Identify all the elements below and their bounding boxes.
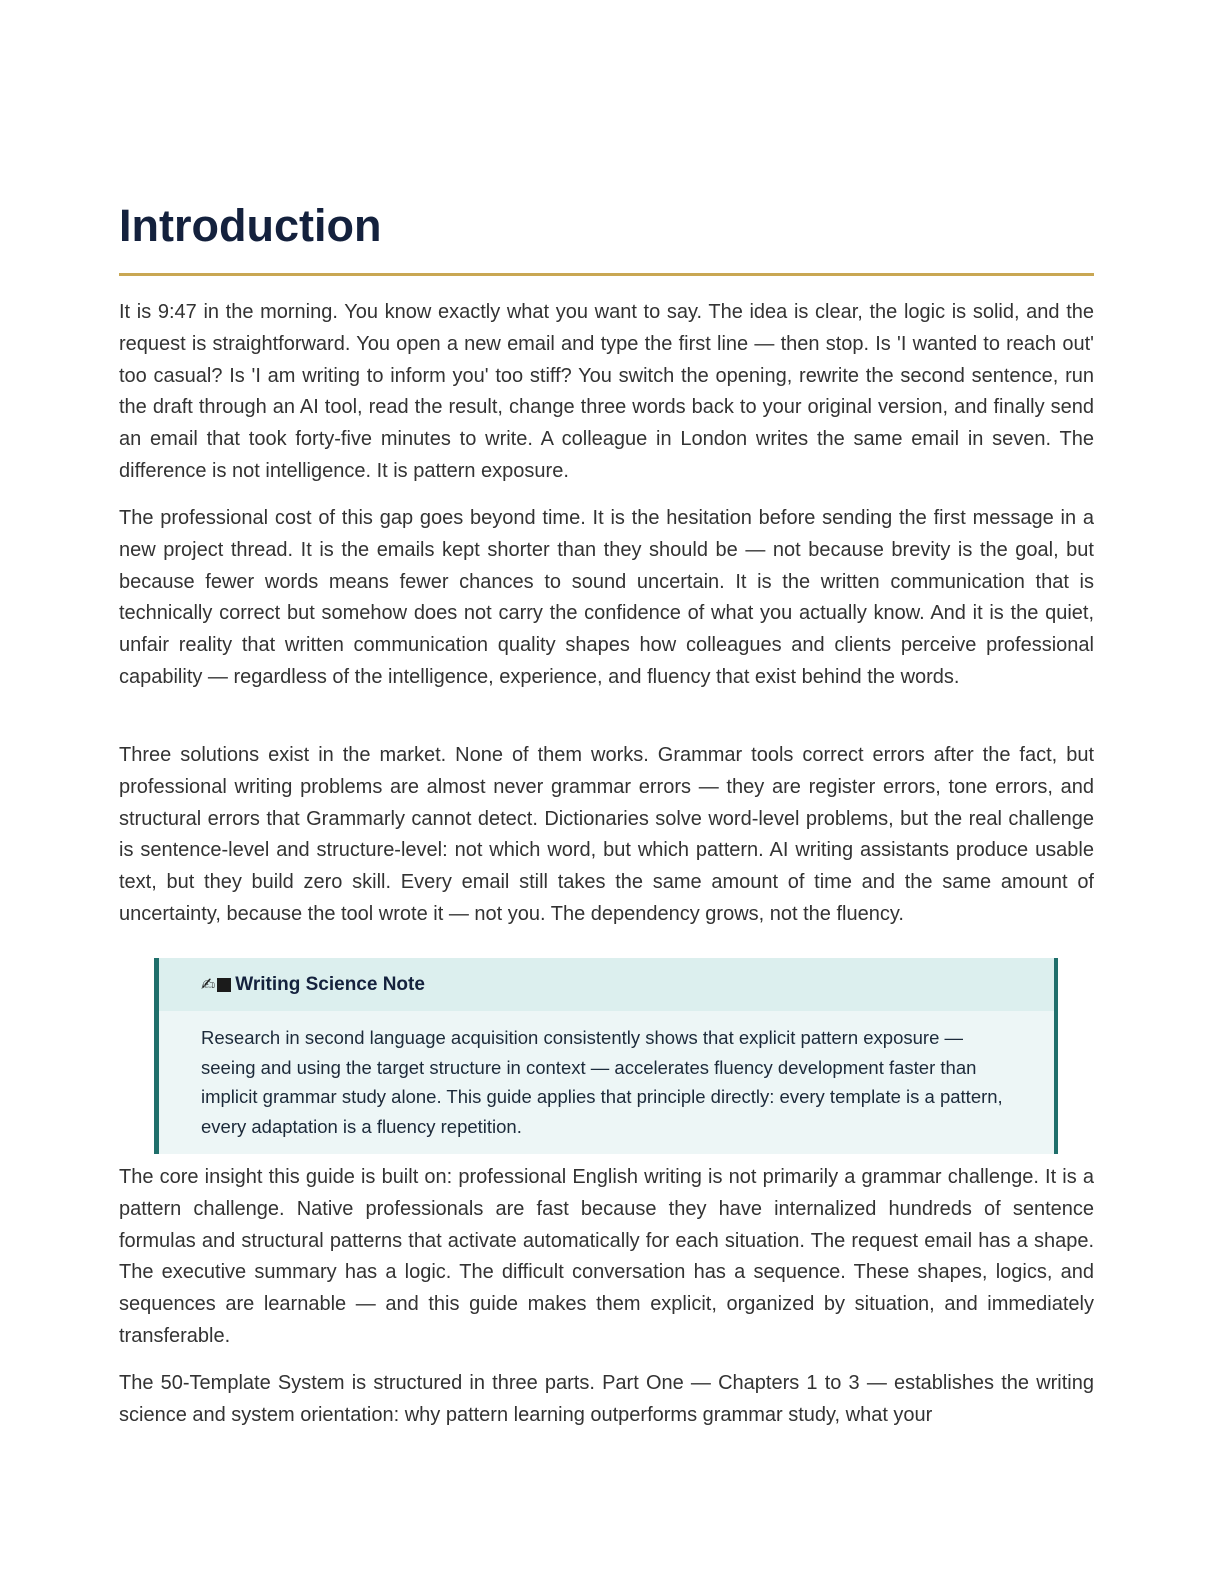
note-header <box>159 958 1054 1011</box>
title-divider <box>119 273 1094 276</box>
note-body: Research in second language acquisition consistently shows that explicit pattern exposure — seeing and using the target structure in context — accelerates fluency development faster than implicit grammar study alone. This guide applies that principle directly: every template is a pattern, every adaptation is a fluency repetition. <box>201 1027 1003 1138</box>
paragraph-1: It is 9:47 in the morning. You know exactly what you want to say. The idea is clear, the logic is solid, and the request is straightforward. You open a new email and type the first line — then stop. Is 'I wanted to reach out' too casual? Is 'I am writing to inform you' too stiff? You switch the opening, rewrite the second sentence, run the draft through an AI tool, read the result, change three words back to your original version, and finally send an email that took forty-five minutes to write. A colleague in London writes the same email in seven. The difference is not intelligence. It is pattern exposure. <box>119 301 1094 482</box>
paragraph-3: Three solutions exist in the market. None of them works. Grammar tools correct errors after the fact, but professional writing problems are almost never grammar errors — they are register errors, tone errors, and structural errors that Grammarly cannot detect. Dictionaries solve word-level problems, but the real challenge is sentence-level and structure-level: not which word, but which pattern. AI writing assistants produce usable text, but they build zero skill. Every email still takes the same amount of time and the same amount of uncertainty, because the tool wrote it — not you. The dependency grows, not the fluency. <box>119 744 1094 925</box>
writing-science-note-callout <box>154 958 1058 1154</box>
writing-hand-icon: ✍ <box>201 974 216 995</box>
paragraph-4: The core insight this guide is built on: professional English writing is not primarily a grammar challenge. It is a pattern challenge. Native professionals are fast because they have internalized hundreds of sentence formulas and structural patterns that activate automatically for each situation. The request email has a shape. The executive summary has a logic. The difficult conversation has a sequence. These shapes, logics, and sequences are learnable — and this guide makes them explicit, organized by situation, and immediately transferable. <box>119 1166 1094 1347</box>
note-title: Writing Science Note <box>235 973 425 995</box>
page-title: Introduction <box>119 200 382 251</box>
paragraph-2: The professional cost of this gap goes beyond time. It is the hesitation before sending the first message in a new project thread. It is the emails kept shorter than they should be — not because brevity is the goal, but because fewer words means fewer chances to sound uncertain. It is the written communication that is technically correct but somehow does not carry the confidence of what you actually know. And it is the quiet, unfair reality that written communication quality shapes how colleagues and clients perceive professional capability — regardless of the intelligence, experience, and fluency that exist behind the words. <box>119 507 1094 688</box>
square-icon <box>217 978 231 992</box>
paragraph-5: The 50-Template System is structured in three parts. Part One — Chapters 1 to 3 — establishes the writing science and system orientation: why pattern learning outperforms grammar study, what your <box>119 1372 1094 1426</box>
